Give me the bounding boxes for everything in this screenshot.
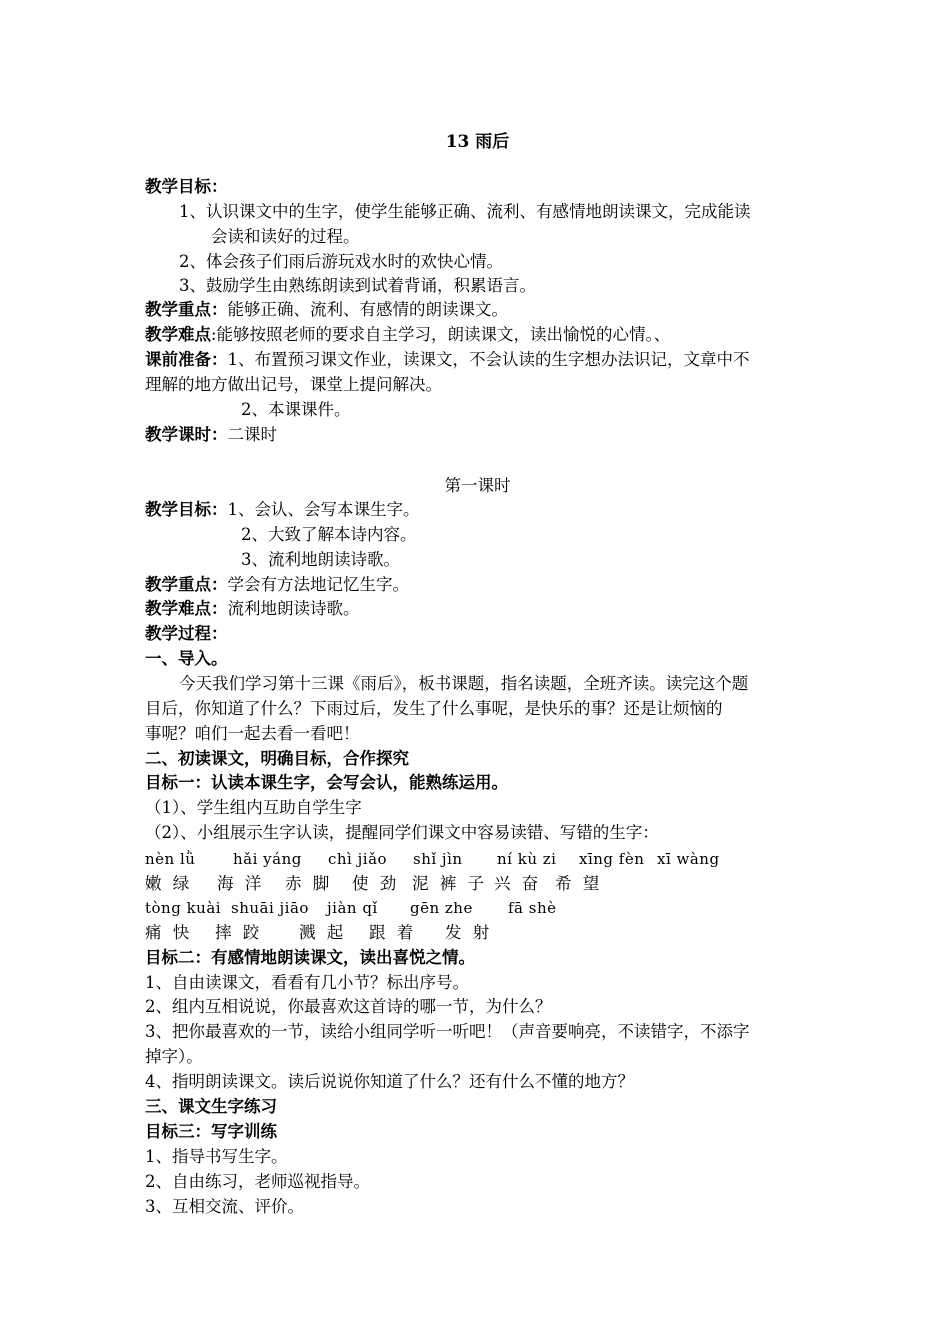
goal1-item: （1）、学生组内互助自学生字 [145,798,362,817]
char-word: 嫩 绿 [145,874,193,893]
hours-row [145,423,277,448]
goal1-item: （2）、小组展示生字认读，提醒同学们课文中容易读错、写错的生字： [145,823,659,842]
char-word: 泥 裤 子 [412,874,487,893]
goal2-item: 4、指明朗读课文。读后说说你知道了什么？还有什么不懂的地方？ [145,1072,634,1091]
difficulty-label: 教学难点 [145,325,211,344]
difficulty-row [145,323,670,348]
goal-item: 会读和读好的过程。 [211,227,360,246]
section2-title: 二、初读课文，明确目标，合作探究 [145,749,409,768]
pinyin-row-2 [145,896,557,921]
focus-row [145,298,508,323]
char-word: 发 射 [445,923,493,942]
pinyin-word: shuāi jiāo [231,899,309,917]
l1-goals-label: 教学目标： [145,500,228,519]
section3-title: 三、课文生字练习 [145,1097,277,1116]
goal2-item: 掉字）。 [145,1047,203,1066]
goal-item: 2、体会孩子们雨后游玩戏水时的欢快心情。 [179,252,503,271]
char-word: 溅 起 [299,923,347,942]
pinyin-word: xīng fèn [579,850,645,868]
goal-item: 1、认识课文中的生字，使学生能够正确、流利、有感情地朗读课文，完成能读 [179,202,751,221]
goal2-item: 2、组内互相说说，你最喜欢这首诗的哪一节，为什么？ [145,997,552,1016]
prep-text: 1、布置预习课文作业，读课文，不会认读的生字想办法识记，文章中不 [227,350,750,369]
pinyin-word: gēn zhe [410,899,473,917]
char-word: 跟 着 [369,923,417,942]
char-word: 使 劲 [352,874,400,893]
focus-text: 能够正确、流利、有感情的朗读课文。 [227,300,508,319]
focus-label: 教学重点： [145,300,228,319]
pinyin-word: chì jiǎo [328,850,388,868]
pinyin-word: ní kù zi [497,850,557,868]
chars-row-2 [145,921,492,946]
lesson1-title: 第一课时 [444,476,511,495]
l1-goal-item: 3、流利地朗读诗歌。 [241,550,400,569]
prep-item: 2、本课课件。 [241,400,351,419]
intro-paragraph-line: 今天我们学习第十三课《雨后》，板书课题，指名读题，全班齐读。读完这个题 [179,674,749,693]
goal-item: 3、鼓励学生由熟练朗读到试着背诵，积累语言。 [179,276,536,295]
pinyin-row-1 [145,847,720,872]
l1-focus-label: 教学重点： [145,575,228,594]
hours-text: 二课时 [227,425,277,444]
intro-paragraph-line: 目后，你知道了什么？下雨过后，发生了什么事呢，是快乐的事？还是让烦恼的 [145,699,723,718]
l1-goal-item: 2、大致了解本诗内容。 [241,525,417,544]
goal3-title: 目标三：写字训练 [145,1122,277,1141]
pinyin-word: hǎi yáng [233,850,302,868]
goals-label: 教学目标： [145,177,228,196]
difficulty-text: :能够按照老师的要求自主学习，朗读课文，读出愉悦的心情。、 [211,325,671,344]
goal3-item: 2、自由练习，老师巡视指导。 [145,1172,370,1191]
prep-row [145,348,750,373]
char-word: 希 望 [555,874,603,893]
section1-title: 一、导入。 [145,649,228,668]
char-word: 兴 奋 [494,874,542,893]
goal3-item: 3、互相交流、评价。 [145,1197,304,1216]
chars-row-1 [145,872,602,897]
l1-difficulty-row [145,597,360,622]
pinyin-word: shǐ jìn [413,850,463,868]
char-word: 痛 快 [145,923,193,942]
l1-difficulty-label: 教学难点： [145,599,228,618]
prep-continuation: 理解的地方做出记号，课堂上提问解决。 [145,375,442,394]
hours-label: 教学课时： [145,425,228,444]
l1-focus-text: 学会有方法地记忆生字。 [227,575,409,594]
intro-paragraph-line: 事呢？咱们一起去看一看吧！ [145,724,360,743]
char-word: 赤 脚 [285,874,333,893]
pinyin-word: tòng kuài [145,899,222,917]
goal2-item: 3、把你最喜欢的一节，读给小组同学听一听吧！（声音要响亮，不读错字，不添字 [145,1022,750,1041]
process-label: 教学过程： [145,624,228,643]
goal3-item: 1、指导书写生字。 [145,1147,288,1166]
pinyin-word: jiàn qǐ [327,899,378,917]
char-word: 海 洋 [217,874,265,893]
char-word: 摔 跤 [215,923,263,942]
goal2-item: 1、自由读课文，看看有几小节？标出序号。 [145,973,469,992]
l1-goal-item: 1、会认、会写本课生字。 [227,500,420,519]
goal1-title: 目标一：认读本课生字，会写会认，能熟练运用。 [145,773,508,792]
prep-label: 课前准备： [145,350,228,369]
pinyin-word: nèn lǜ [145,850,196,868]
page-title: 13 雨后 [445,132,510,152]
pinyin-word: xī wàng [657,850,720,868]
l1-difficulty-text: 流利地朗读诗歌。 [227,599,360,618]
goal2-title: 目标二：有感情地朗读课文，读出喜悦之情。 [145,948,475,967]
l1-goals-row [145,498,420,523]
l1-focus-row [145,573,409,598]
pinyin-word: fā shè [508,899,557,917]
